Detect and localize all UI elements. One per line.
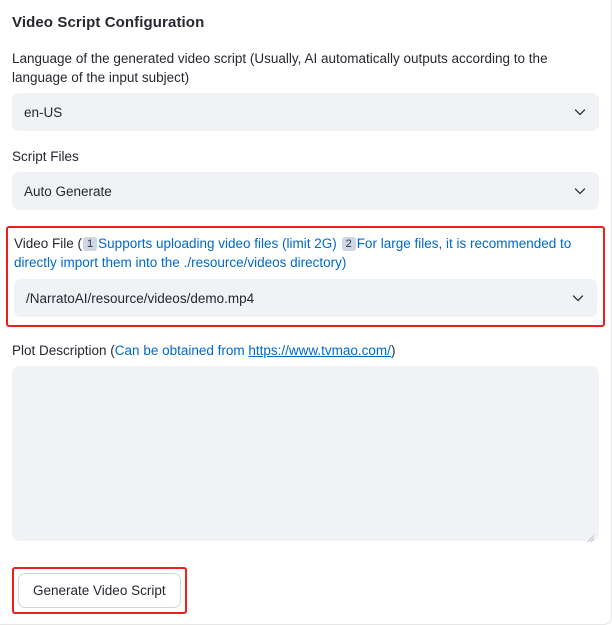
video-file-select-value: /NarratoAI/resource/videos/demo.mp4 — [26, 290, 255, 306]
chevron-down-icon[interactable] — [572, 183, 588, 199]
language-label: Language of the generated video script (Usually, AI automatically outputs according to the language of the input subject) — [12, 51, 548, 85]
plot-label-hint: Can be obtained from — [114, 343, 249, 358]
video-file-hint-1: Supports uploading video files (limit 2G) — [98, 236, 337, 251]
video-file-label-prefix: Video File ( — [14, 236, 83, 251]
plot-description-field[interactable] — [12, 366, 599, 541]
chevron-down-icon[interactable] — [572, 104, 588, 120]
plot-description-label — [12, 341, 599, 360]
script-files-select-value: Auto Generate — [24, 183, 112, 199]
generate-video-script-button[interactable]: Generate Video Script — [18, 573, 181, 608]
video-file-select[interactable] — [14, 279, 597, 317]
resize-handle-icon[interactable] — [584, 527, 594, 537]
plot-label-prefix: Plot Description ( — [12, 343, 115, 358]
page-title: Video Script Configuration — [12, 14, 205, 31]
video-file-highlight-group — [6, 226, 605, 327]
video-file-hint-2: For large files, it is recommended to directly import them into the ./resource/videos directory) — [14, 236, 572, 270]
language-select-value: en-US — [24, 104, 63, 120]
script-files-select[interactable] — [12, 172, 599, 210]
hint-badge-1: 1 — [83, 237, 97, 251]
video-file-label — [14, 234, 597, 272]
language-select[interactable] — [12, 93, 599, 131]
tvmao-link[interactable]: https://www.tvmao.com/ — [248, 343, 391, 358]
generate-button-highlight — [12, 567, 187, 614]
plot-label-suffix: ) — [390, 343, 396, 358]
script-files-label: Script Files — [12, 149, 79, 164]
hint-badge-2: 2 — [342, 237, 356, 251]
plot-description-input[interactable] — [13, 367, 598, 540]
chevron-down-icon[interactable] — [570, 290, 586, 306]
